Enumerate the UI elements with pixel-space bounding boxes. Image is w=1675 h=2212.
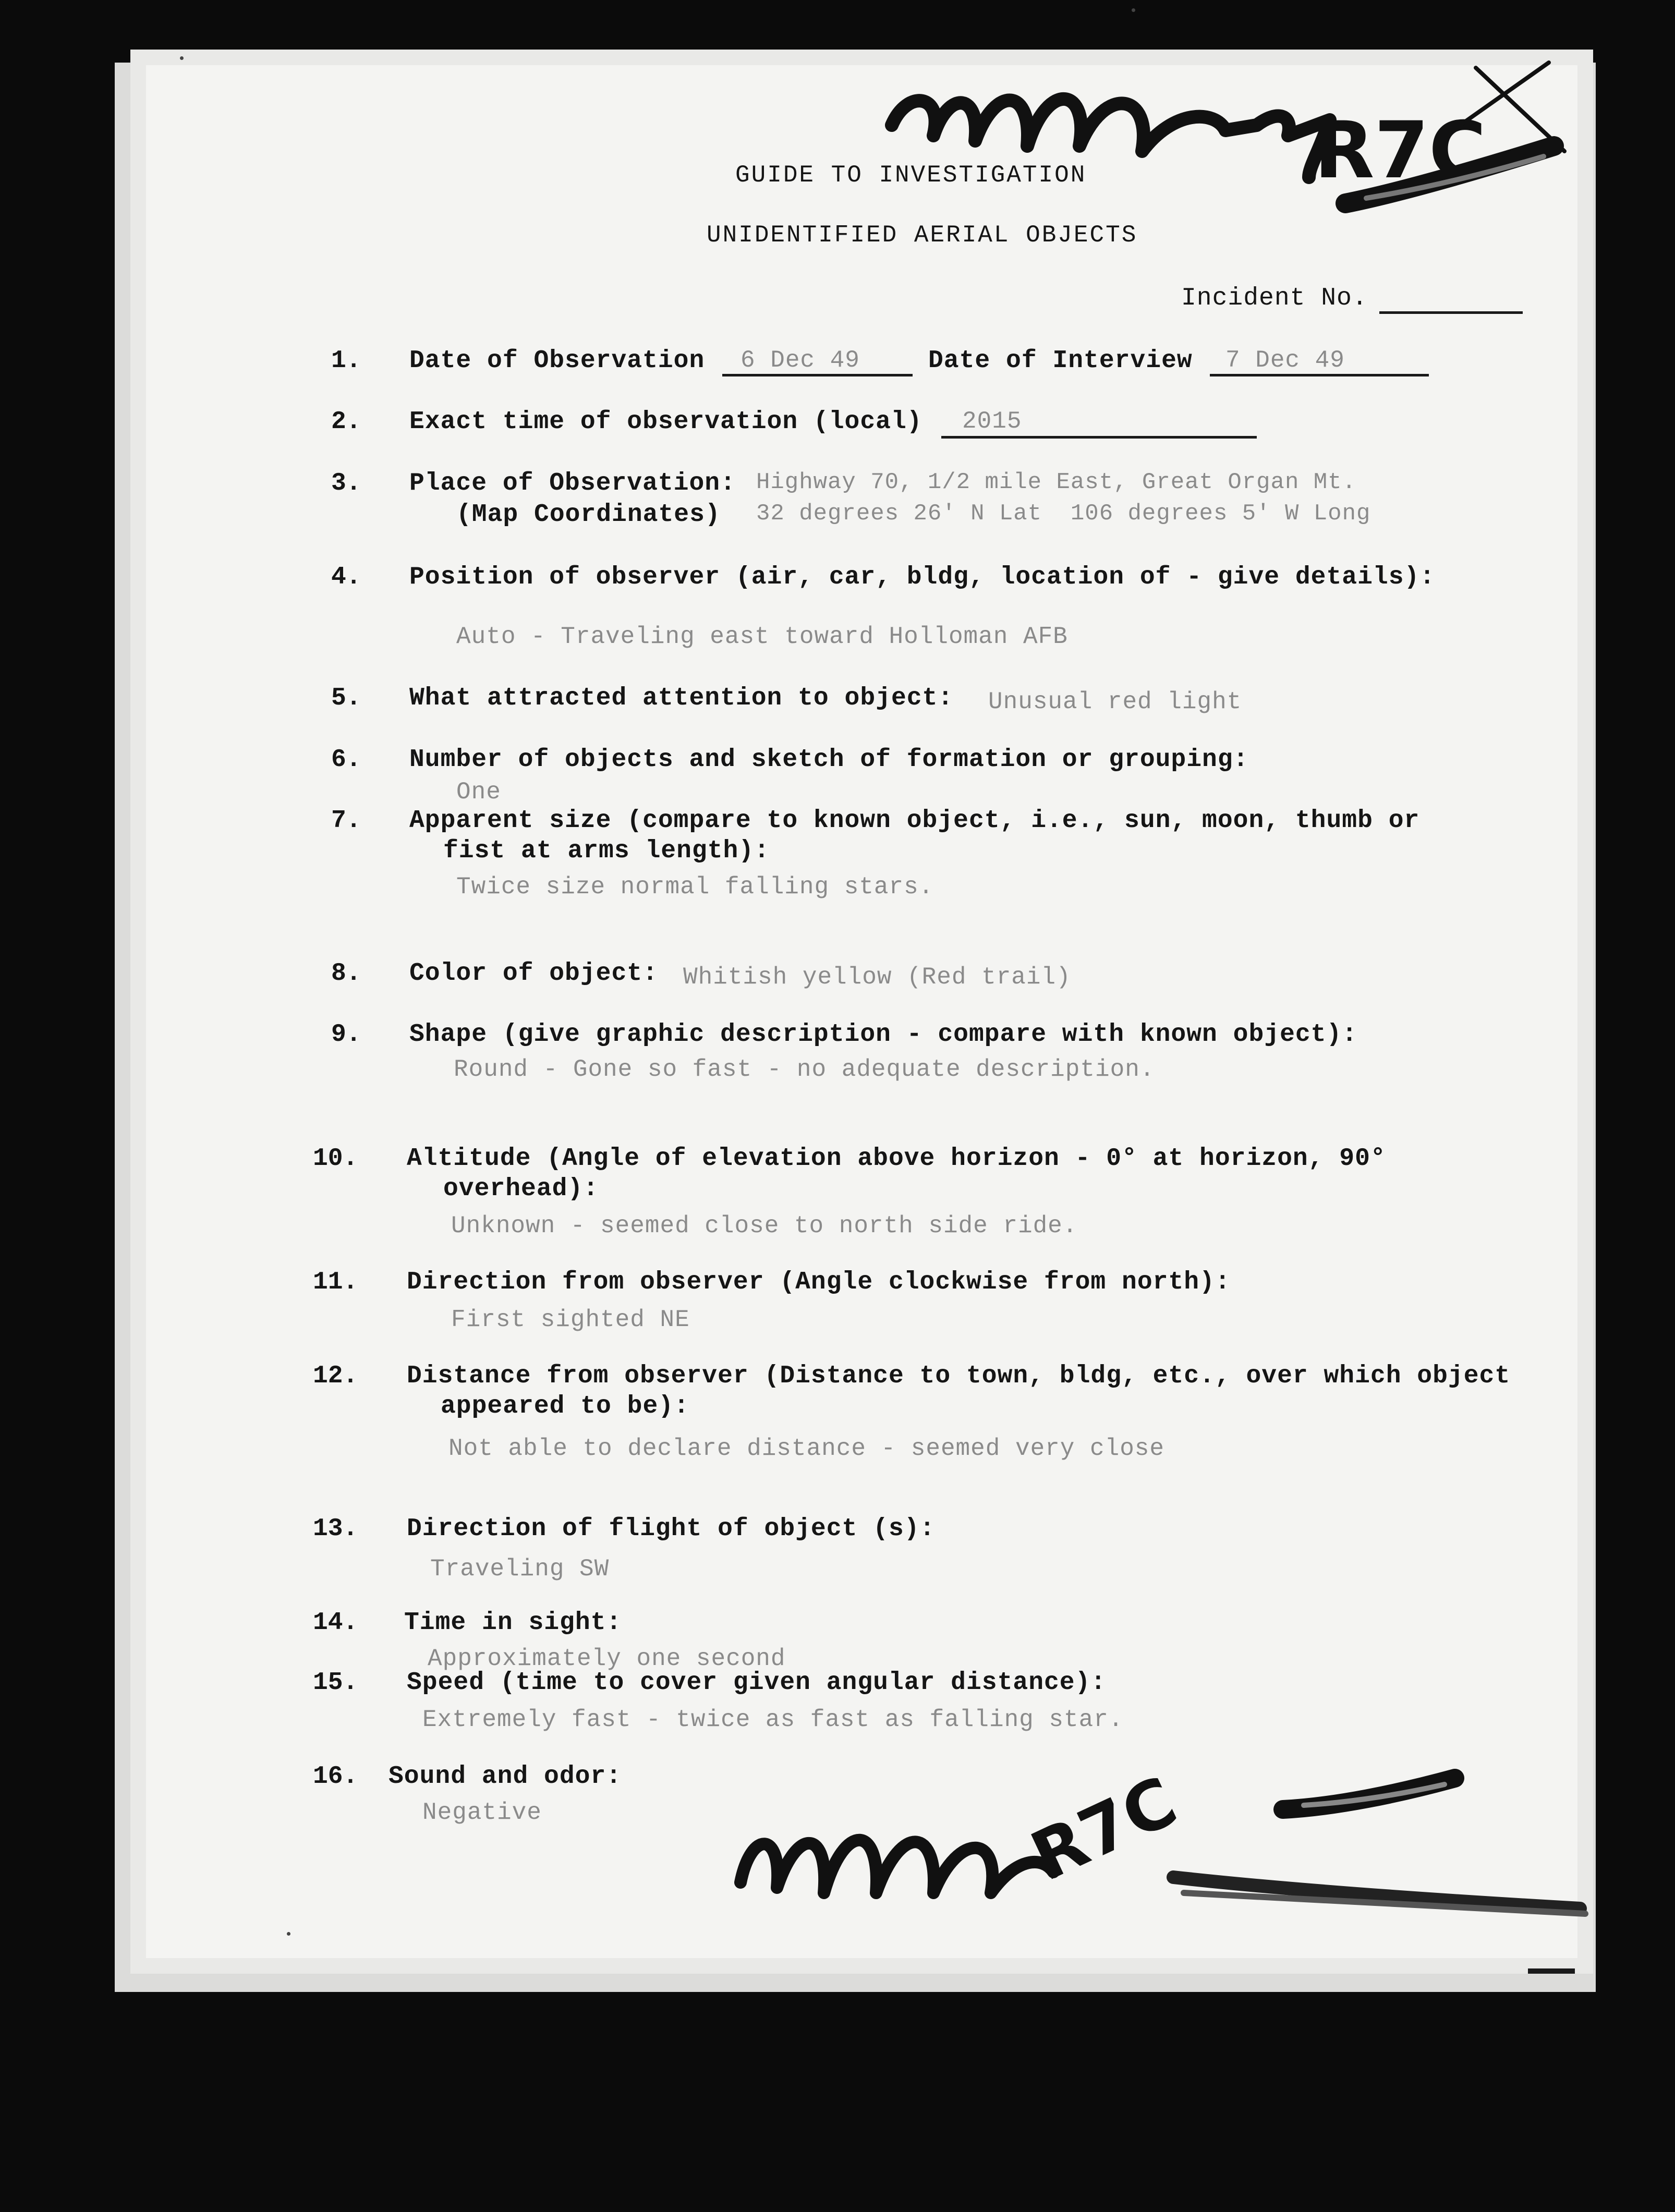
item-number-6: 6. — [331, 746, 361, 774]
answer-direction-of-flight: Traveling SW — [430, 1555, 610, 1583]
item-number-1: 1. — [331, 347, 361, 375]
svg-text:R7C: R7C — [1019, 1761, 1188, 1897]
answer-map-coordinates: 32 degrees 26' N Lat 106 degrees 5' W Long — [756, 501, 1371, 527]
answer-attracted-attention: Unusual red light — [988, 688, 1242, 715]
item-label-color-of-object: Color of object: — [409, 959, 658, 988]
item-number-10: 10. — [313, 1145, 358, 1173]
item-number-5: 5. — [331, 684, 361, 712]
answer-color-of-object: Whitish yellow (Red trail) — [683, 964, 1071, 991]
item-label-apparent-size-cont: fist at arms length): — [443, 837, 770, 865]
ink-smudge-bottom-2 — [1163, 1856, 1601, 1935]
item-label-altitude: Altitude (Angle of elevation above horizon - 0° at horizon, 90° — [407, 1145, 1386, 1173]
speck — [287, 1932, 290, 1936]
item-number-11: 11. — [313, 1268, 358, 1296]
answer-line — [722, 374, 913, 376]
answer-shape: Round - Gone so fast - no adequate description. — [454, 1056, 1155, 1083]
answer-time-in-sight: Approximately one second — [428, 1645, 786, 1672]
answer-direction-from-observer: First sighted NE — [451, 1306, 690, 1333]
item-number-3: 3. — [331, 469, 361, 497]
item-label-apparent-size: Apparent size (compare to known object, i.e., sun, moon, thumb or — [409, 807, 1420, 835]
item-label-number-of-objects: Number of objects and sketch of formation or grouping: — [409, 746, 1249, 774]
answer-altitude: Unknown - seemed close to north side ride. — [451, 1212, 1078, 1239]
item-number-14: 14. — [313, 1609, 358, 1637]
form-title: GUIDE TO INVESTIGATION — [735, 162, 1087, 189]
item-label-direction-from-observer: Direction from observer (Angle clockwise from north): — [407, 1268, 1231, 1296]
ink-smudge-top — [1335, 130, 1575, 229]
form-subtitle: UNIDENTIFIED AERIAL OBJECTS — [707, 222, 1138, 249]
answer-distance-from-observer: Not able to declare distance - seemed very close — [448, 1435, 1165, 1462]
item-label-distance-from-observer: Distance from observer (Distance to town, bldg, etc., over which object — [407, 1362, 1511, 1390]
item-label-time-in-sight: Time in sight: — [404, 1609, 622, 1637]
item-number-12: 12. — [313, 1362, 358, 1390]
item-label-distance-from-observer-cont: appeared to be): — [441, 1392, 689, 1420]
item-number-15: 15. — [313, 1669, 358, 1697]
answer-apparent-size: Twice size normal falling stars. — [456, 873, 934, 901]
item-number-7: 7. — [331, 807, 361, 835]
svg-text:R7C: R7C — [1314, 105, 1486, 196]
item-number-13: 13. — [313, 1515, 358, 1543]
answer-place-of-observation: Highway 70, 1/2 mile East, Great Organ Mt. — [756, 469, 1356, 495]
answer-speed: Extremely fast - twice as fast as falling star. — [422, 1706, 1124, 1733]
item-label-place-of-observation: Place of Observation: — [409, 469, 736, 497]
item-label-attracted-attention: What attracted attention to object: — [409, 684, 954, 712]
item-label-direction-of-flight: Direction of flight of object (s): — [407, 1515, 936, 1543]
answer-line — [1210, 374, 1429, 376]
item-label-speed: Speed (time to cover given angular distance): — [407, 1669, 1107, 1697]
item-label-shape: Shape (give graphic description - compare with known object): — [409, 1020, 1358, 1049]
speck — [1132, 8, 1135, 12]
item-label-altitude-cont: overhead): — [443, 1175, 599, 1203]
answer-sound-and-odor: Negative — [422, 1799, 542, 1826]
answer-exact-time: 2015 — [962, 408, 1022, 435]
answer-number-of-objects: One — [456, 779, 501, 806]
item-label-exact-time: Exact time of observation (local) — [409, 408, 923, 436]
item-label-map-coordinates: (Map Coordinates) — [456, 501, 721, 529]
speck — [180, 56, 184, 60]
item-number-8: 8. — [331, 959, 361, 988]
edge-mark — [1528, 1968, 1575, 1974]
answer-line — [941, 436, 1257, 439]
item-label-sound-and-odor: Sound and odor: — [389, 1763, 622, 1791]
item-number-2: 2. — [331, 408, 361, 436]
answer-position-of-observer: Auto - Traveling east toward Holloman AFB — [456, 623, 1068, 650]
item-number-16: 16. — [313, 1763, 358, 1791]
ink-smudge-bottom-1 — [1272, 1757, 1471, 1830]
item-number-9: 9. — [331, 1020, 361, 1049]
item-label-position-of-observer: Position of observer (air, car, bldg, location of - give details): — [409, 563, 1436, 591]
answer-date-of-observation: 6 Dec 49 — [741, 347, 860, 374]
item-label-date-of-observation: Date of Observation — [409, 347, 705, 375]
incident-number-label: Incident No. — [1181, 284, 1368, 312]
item-label-date-of-interview: Date of Interview — [928, 347, 1193, 375]
incident-number-line — [1379, 311, 1523, 314]
answer-date-of-interview: 7 Dec 49 — [1225, 347, 1345, 374]
item-number-4: 4. — [331, 563, 361, 591]
